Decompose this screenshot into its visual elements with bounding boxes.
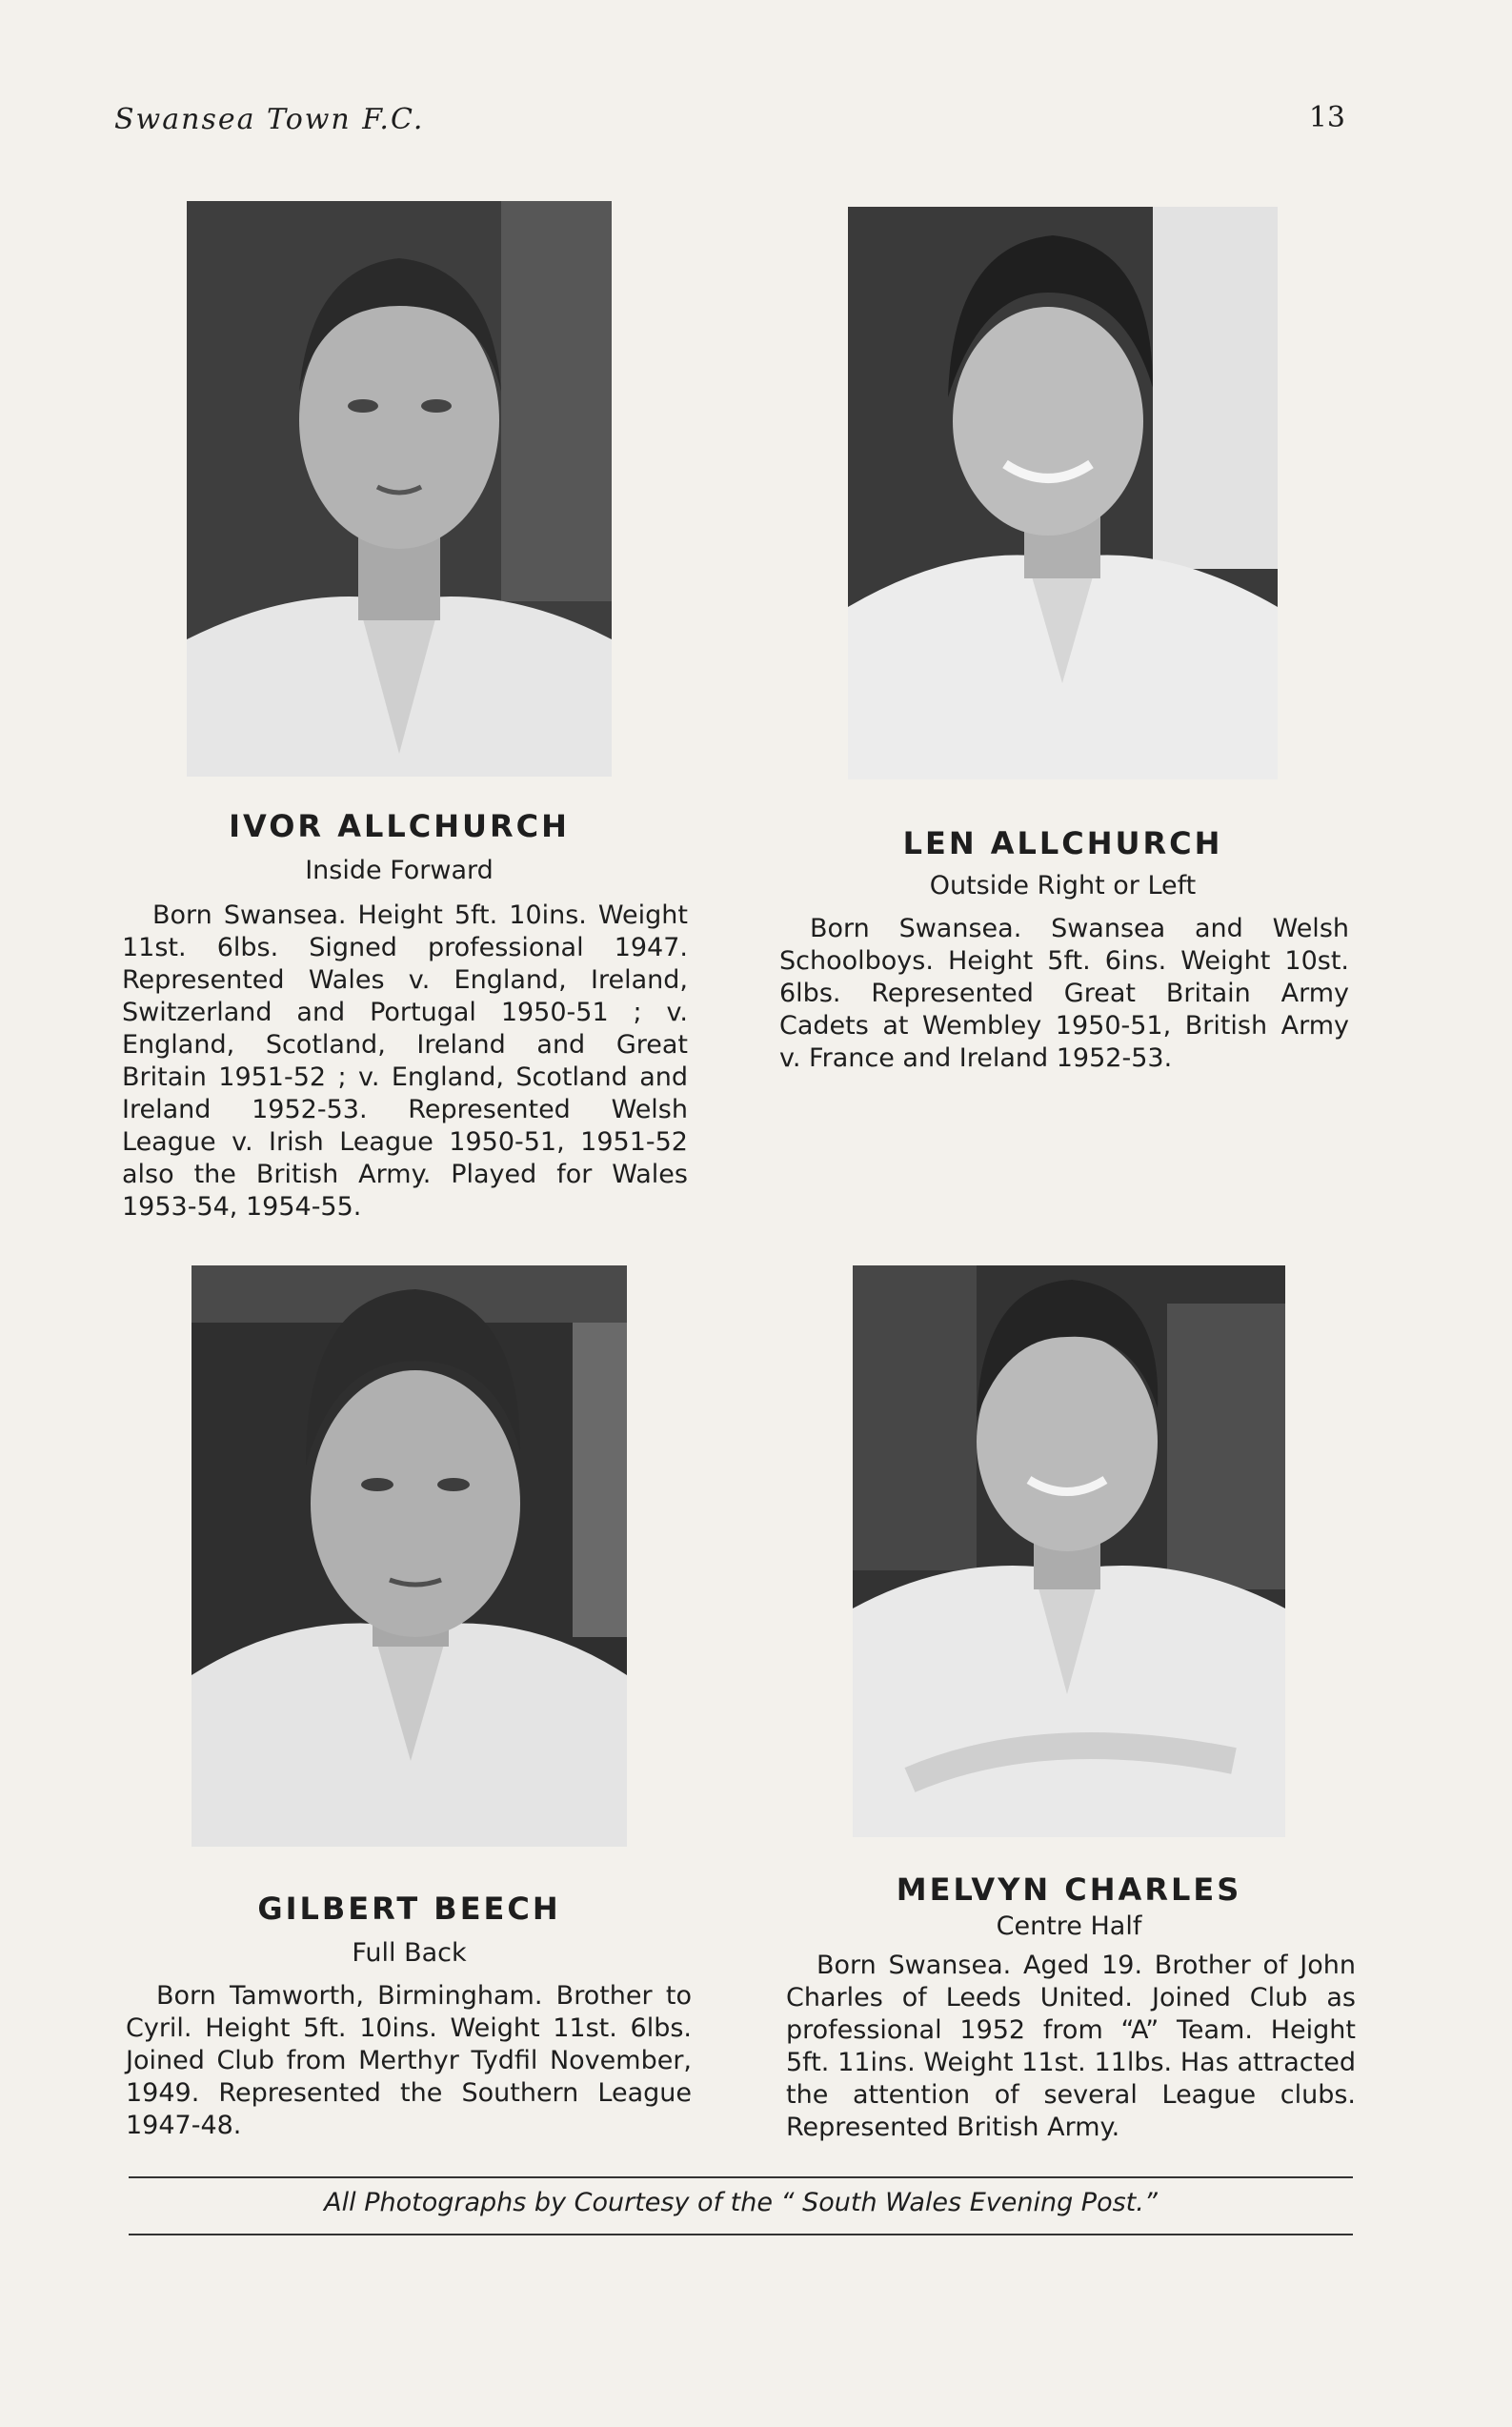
player-bio: Born Swansea. Swansea and Welsh Schoolboys. Height 5ft. 6ins. Weight 10st. 6lbs. Represented Great Britain Army Cadets at Wembley 1950-51, British Army v. France and Ireland 1952-53.	[779, 914, 1349, 1073]
player-position: Centre Half	[996, 1911, 1142, 1941]
player-name: IVOR ALLCHURCH	[229, 808, 570, 844]
running-title: Swansea Town F.C.	[114, 103, 425, 136]
page-number: 13	[1308, 101, 1345, 134]
player-name: LEN ALLCHURCH	[902, 825, 1223, 861]
player-photo-gilbert-beech	[192, 1265, 627, 1847]
player-position: Outside Right or Left	[929, 871, 1197, 900]
player-photo-ivor-allchurch	[187, 201, 612, 777]
player-bio: Born Swansea. Aged 19. Brother of John Charles of Leeds United. Joined Club as professional 1952 from “A” Team. Height 5ft. 11ins. Weight 11st. 11lbs. Has attracted the attention of several League clubs. Represented British Army.	[786, 1951, 1356, 2142]
photo-credit: All Photographs by Courtesy of the “ South Wales Evening Post.”	[324, 2188, 1158, 2217]
player-name: MELVYN CHARLES	[896, 1871, 1242, 1908]
player-position: Inside Forward	[305, 856, 494, 885]
player-bio: Born Swansea. Height 5ft. 10ins. Weight 11st. 6lbs. Signed professional 1947. Represented Wales v. England, Ireland, Switzerland and Portugal 1950-51 ; v. England, Scotland, Ireland and Great Britain 1951-52 ; v. England, Scotland and Ireland 1952-53. Represented Welsh League v. Irish League 1950-51, 1951-52 also the British Army. Played for Wales 1953-54, 1954-55.	[122, 900, 688, 1222]
player-bio: Born Tamworth, Birmingham. Brother to Cyril. Height 5ft. 10ins. Weight 11st. 6lbs. Joined Club from Merthyr Tydfil November, 1949. Represented the Southern League 1947-48.	[126, 1981, 692, 2140]
player-position: Full Back	[352, 1938, 467, 1968]
footer-rule-top	[129, 2176, 1353, 2178]
player-name: GILBERT BEECH	[257, 1891, 561, 1927]
player-photo-len-allchurch	[848, 207, 1278, 779]
player-photo-melvyn-charles	[853, 1265, 1285, 1837]
footer-rule-bottom	[129, 2234, 1353, 2235]
